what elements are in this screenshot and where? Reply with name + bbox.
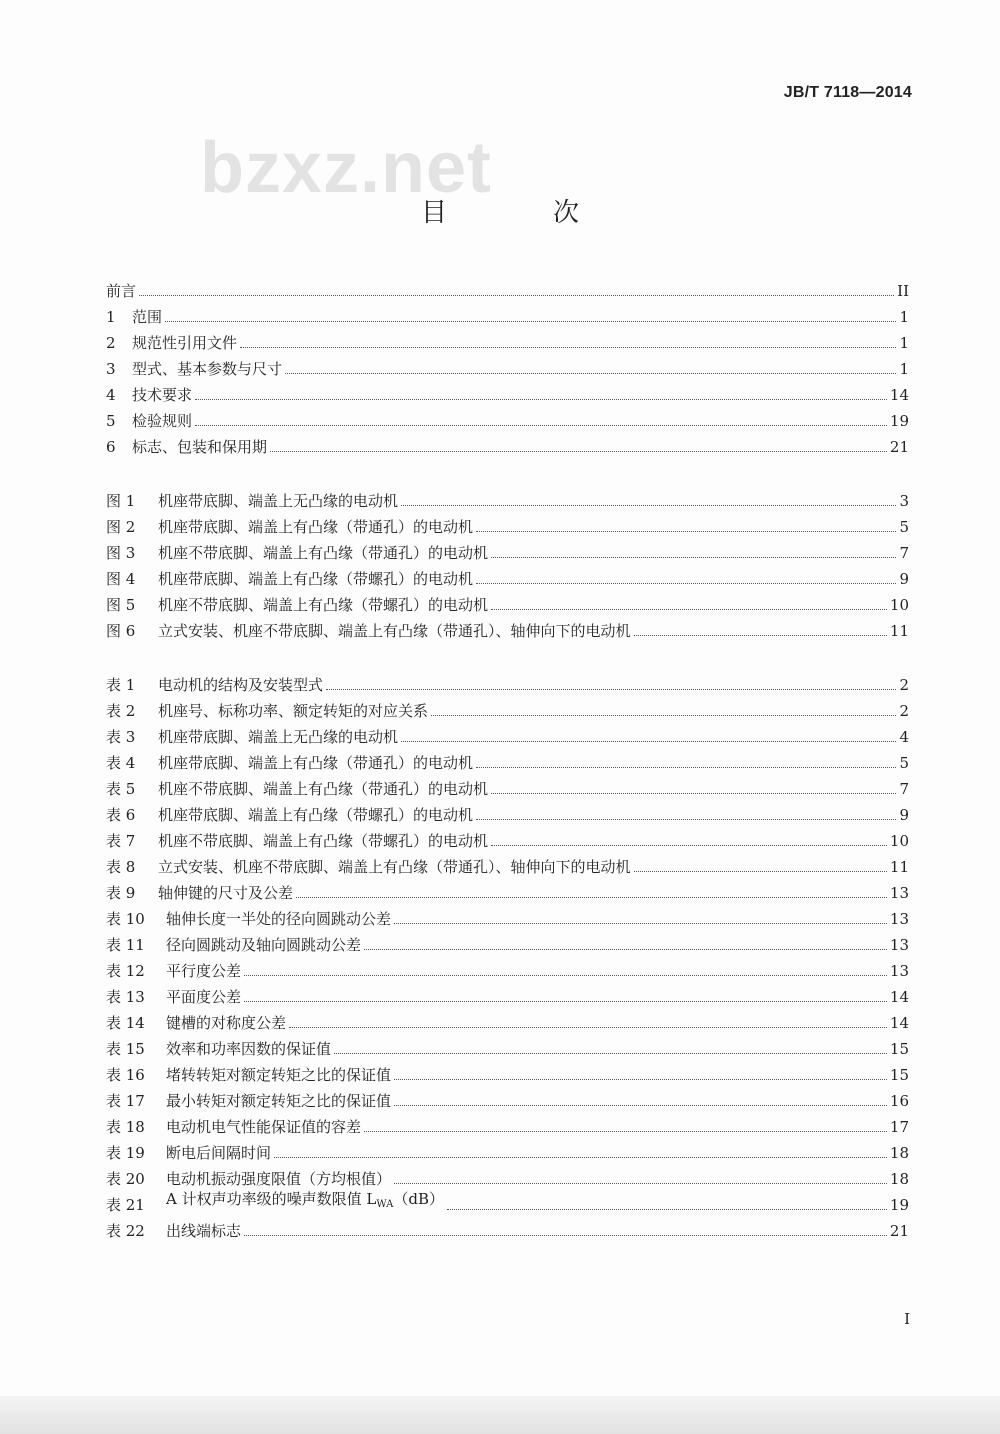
toc-entry[interactable] <box>106 724 909 750</box>
toc-entry-page: 1 <box>899 308 909 326</box>
toc-entry-page: 15 <box>889 1040 909 1058</box>
toc-entry-page: 2 <box>899 676 909 694</box>
toc-entry-page: 9 <box>899 570 909 588</box>
toc-entry-number: 图 2 <box>106 518 136 536</box>
toc-entry-number: 表 21 <box>106 1196 145 1214</box>
toc-entry-label: 平行度公差 <box>166 962 242 980</box>
dot-leader <box>394 1182 887 1184</box>
toc-entry[interactable] <box>106 1218 909 1244</box>
toc-entry-page: 13 <box>889 910 909 928</box>
toc-entry[interactable] <box>106 1114 909 1140</box>
toc-entry-number: 表 11 <box>106 936 145 954</box>
toc-entry-number: 表 7 <box>106 832 136 850</box>
toc-sections <box>106 278 909 460</box>
toc-entry[interactable] <box>106 278 909 304</box>
toc-entry-number: 表 1 <box>106 676 136 694</box>
dot-leader <box>240 346 896 348</box>
toc-entry-number: 图 6 <box>106 622 136 640</box>
toc-entry-label: 机座不带底脚、端盖上有凸缘（带通孔）的电动机 <box>158 780 489 798</box>
toc-entry[interactable] <box>106 854 909 880</box>
dot-leader <box>285 372 896 374</box>
toc-entry[interactable] <box>106 828 909 854</box>
dot-leader <box>634 634 887 636</box>
toc-entry-page: 4 <box>899 728 909 746</box>
dot-leader <box>491 844 887 846</box>
toc-entry-label: 堵转转矩对额定转矩之比的保证值 <box>166 1066 392 1084</box>
toc-entry-label: 出线端标志 <box>166 1222 242 1240</box>
dot-leader <box>431 714 896 716</box>
toc-entry-page: 7 <box>899 544 909 562</box>
toc-entry-number: 表 17 <box>106 1092 145 1110</box>
toc-entry-page: 13 <box>889 884 909 902</box>
toc-entry-number: 图 1 <box>106 492 136 510</box>
toc-entry-label: 电动机振动强度限值（方均根值） <box>166 1170 392 1188</box>
toc-entry[interactable] <box>106 592 909 618</box>
toc-entry-number: 1 <box>106 308 116 326</box>
toc-entry-number: 2 <box>106 334 116 352</box>
dot-leader <box>491 556 896 558</box>
toc-entry-number: 表 5 <box>106 780 136 798</box>
scan-edge <box>0 1396 1000 1434</box>
dot-leader <box>447 1208 887 1210</box>
toc-entry-page: 21 <box>889 438 909 456</box>
toc-entry-label: 立式安装、机座不带底脚、端盖上有凸缘（带通孔）、轴伸向下的电动机 <box>158 622 631 640</box>
toc-entry-number: 3 <box>106 360 116 378</box>
dot-leader <box>274 1156 887 1158</box>
dot-leader <box>394 1104 887 1106</box>
toc-entry-label: 立式安装、机座不带底脚、端盖上有凸缘（带通孔）、轴伸向下的电动机 <box>158 858 631 876</box>
toc-entry-page: 11 <box>889 622 909 640</box>
toc-entry-number: 表 6 <box>106 806 136 824</box>
toc-entry[interactable] <box>106 514 909 540</box>
dot-leader <box>394 922 887 924</box>
toc-tables <box>106 672 909 1244</box>
toc-entry-label <box>166 1186 444 1218</box>
dot-leader <box>296 896 887 898</box>
toc-entry-label: 机座不带底脚、端盖上有凸缘（带螺孔）的电动机 <box>158 596 489 614</box>
toc-entry-page: 18 <box>889 1144 909 1162</box>
dot-leader <box>270 450 887 452</box>
dot-leader <box>244 1234 887 1236</box>
toc-entry-page: II <box>897 282 909 300</box>
toc-entry-label: 机座不带底脚、端盖上有凸缘（带通孔）的电动机 <box>158 544 489 562</box>
toc-entry-number: 表 19 <box>106 1144 145 1162</box>
dot-leader <box>476 818 896 820</box>
toc-entry[interactable] <box>106 1140 909 1166</box>
toc-entry-label: 前言 <box>106 282 137 300</box>
toc-entry-number: 表 2 <box>106 702 136 720</box>
toc-entry-label: 规范性引用文件 <box>132 334 238 352</box>
toc-entry-label: 机座号、标称功率、额定转矩的对应关系 <box>158 702 429 720</box>
dot-leader <box>195 424 887 426</box>
toc-entry[interactable] <box>106 880 909 906</box>
toc-entry[interactable] <box>106 958 909 984</box>
toc-entry[interactable] <box>106 750 909 776</box>
toc-entry-label: 机座带底脚、端盖上有凸缘（带螺孔）的电动机 <box>158 806 474 824</box>
toc-entry-label: 最小转矩对额定转矩之比的保证值 <box>166 1092 392 1110</box>
toc-entry-number: 6 <box>106 438 116 456</box>
dot-leader <box>165 320 896 322</box>
toc-entry-page: 11 <box>889 858 909 876</box>
toc-entry-number: 表 4 <box>106 754 136 772</box>
toc-entry-number: 4 <box>106 386 116 404</box>
toc-entry[interactable] <box>106 1036 909 1062</box>
toc-entry-number: 表 14 <box>106 1014 145 1032</box>
toc-entry[interactable] <box>106 488 909 514</box>
toc-entry-page: 14 <box>889 386 909 404</box>
toc-entry-page: 1 <box>899 334 909 352</box>
toc-entry-label: 机座带底脚、端盖上无凸缘的电动机 <box>158 728 399 746</box>
toc-entry[interactable] <box>106 802 909 828</box>
toc-entry-number: 图 3 <box>106 544 136 562</box>
toc-entry[interactable] <box>106 618 909 644</box>
toc-entry[interactable] <box>106 1062 909 1088</box>
toc-entry-number: 表 8 <box>106 858 136 876</box>
document-code: JB/T 7118—2014 <box>783 84 912 101</box>
toc-entry-label: 断电后间隔时间 <box>166 1144 272 1162</box>
dot-leader <box>364 948 887 950</box>
toc-entry[interactable] <box>106 984 909 1010</box>
toc-entry-number: 表 9 <box>106 884 136 902</box>
dot-leader <box>491 608 887 610</box>
toc-entry-label: 范围 <box>132 308 163 326</box>
toc-entry-label: 轴伸键的尺寸及公差 <box>158 884 294 902</box>
toc-entry-label: 机座带底脚、端盖上无凸缘的电动机 <box>158 492 399 510</box>
toc-entry-label: 机座带底脚、端盖上有凸缘（带通孔）的电动机 <box>158 518 474 536</box>
toc-entry-page: 13 <box>889 936 909 954</box>
toc-entry-page: 3 <box>899 492 909 510</box>
toc-entry-label: 电动机电气性能保证值的容差 <box>166 1118 362 1136</box>
toc-entry-label: 平面度公差 <box>166 988 242 1006</box>
toc-entry[interactable] <box>106 434 909 460</box>
toc-entry-number: 表 12 <box>106 962 145 980</box>
toc-entry[interactable] <box>106 408 909 434</box>
toc-entry-label: 电动机的结构及安装型式 <box>158 676 324 694</box>
toc-entry-number: 表 22 <box>106 1222 145 1240</box>
dot-leader <box>491 792 896 794</box>
toc-entry-label: 径向圆跳动及轴向圆跳动公差 <box>166 936 362 954</box>
toc-entry[interactable] <box>106 906 909 932</box>
toc-entry-label-suffix: （dB） <box>393 1190 444 1208</box>
dot-leader <box>634 870 887 872</box>
toc-entry-label: 机座不带底脚、端盖上有凸缘（带螺孔）的电动机 <box>158 832 489 850</box>
toc-entry-page: 10 <box>889 596 909 614</box>
toc-entry-number: 表 20 <box>106 1170 145 1188</box>
dot-leader <box>401 740 896 742</box>
toc-entry-page: 19 <box>889 1196 909 1214</box>
toc-entry[interactable] <box>106 382 909 408</box>
toc-entry-number: 表 10 <box>106 910 145 928</box>
toc-entry-label: 机座带底脚、端盖上有凸缘（带螺孔）的电动机 <box>158 570 474 588</box>
dot-leader <box>401 504 896 506</box>
toc-entry-page: 14 <box>889 988 909 1006</box>
toc-entry-number: 表 3 <box>106 728 136 746</box>
dot-leader <box>139 294 894 296</box>
dot-leader <box>394 1078 887 1080</box>
toc-entry-page: 15 <box>889 1066 909 1084</box>
toc-entry[interactable] <box>106 356 909 382</box>
dot-leader <box>195 398 887 400</box>
toc-entry[interactable] <box>106 776 909 802</box>
toc-entry-number: 表 16 <box>106 1066 145 1084</box>
toc-entry-page: 1 <box>899 360 909 378</box>
dot-leader <box>326 688 896 690</box>
toc-entry-label: 轴伸长度一半处的径向圆跳动公差 <box>166 910 392 928</box>
toc-entry-label: 效率和功率因数的保证值 <box>166 1040 332 1058</box>
toc-entry-number: 表 15 <box>106 1040 145 1058</box>
dot-leader <box>289 1026 887 1028</box>
toc-entry[interactable] <box>106 540 909 566</box>
toc-entry-page: 5 <box>899 754 909 772</box>
toc-entry[interactable] <box>106 304 909 330</box>
toc-entry-label-text: A 计权声功率级的噪声数限值 L <box>166 1190 377 1208</box>
dot-leader <box>244 1000 887 1002</box>
toc-entry[interactable] <box>106 1010 909 1036</box>
page-number: I <box>904 1310 910 1328</box>
toc-entry-label: 检验规则 <box>132 412 193 430</box>
toc-entry[interactable] <box>106 330 909 356</box>
toc-entry-page: 17 <box>889 1118 909 1136</box>
toc-entry-page: 13 <box>889 962 909 980</box>
dot-leader <box>476 530 896 532</box>
toc-entry[interactable] <box>106 932 909 958</box>
toc-entry-number: 图 5 <box>106 596 136 614</box>
toc-entry-label: 标志、包装和保用期 <box>132 438 268 456</box>
page-title: 目 次 <box>420 198 619 228</box>
toc-entry-page: 10 <box>889 832 909 850</box>
watermark: bzxz.net <box>200 128 493 208</box>
toc-entry-label: 键槽的对称度公差 <box>166 1014 287 1032</box>
toc-entry-page: 21 <box>889 1222 909 1240</box>
toc-entry-number: 表 18 <box>106 1118 145 1136</box>
toc-entry[interactable] <box>106 672 909 698</box>
toc-entry-page: 2 <box>899 702 909 720</box>
toc-entry-page: 18 <box>889 1170 909 1188</box>
toc-entry-number: 表 13 <box>106 988 145 1006</box>
toc-entry-label-subscript: WA <box>376 1199 394 1210</box>
dot-leader <box>476 582 896 584</box>
toc-entry[interactable] <box>106 1192 909 1218</box>
toc-entry[interactable] <box>106 698 909 724</box>
toc-entry-number: 5 <box>106 412 116 430</box>
dot-leader <box>334 1052 887 1054</box>
toc-entry[interactable] <box>106 566 909 592</box>
dot-leader <box>244 974 887 976</box>
toc-entry[interactable] <box>106 1088 909 1114</box>
toc-entry-number: 图 4 <box>106 570 136 588</box>
toc-entry-label: 技术要求 <box>132 386 193 404</box>
toc-figures <box>106 488 909 644</box>
dot-leader <box>364 1130 887 1132</box>
toc-entry-page: 14 <box>889 1014 909 1032</box>
toc-entry-page: 7 <box>899 780 909 798</box>
toc-entry-page: 9 <box>899 806 909 824</box>
dot-leader <box>476 766 896 768</box>
toc-entry-label: 型式、基本参数与尺寸 <box>132 360 283 378</box>
toc-entry-page: 16 <box>889 1092 909 1110</box>
toc-entry-page: 19 <box>889 412 909 430</box>
toc-entry-label: 机座带底脚、端盖上有凸缘（带通孔）的电动机 <box>158 754 474 772</box>
toc-entry-page: 5 <box>899 518 909 536</box>
